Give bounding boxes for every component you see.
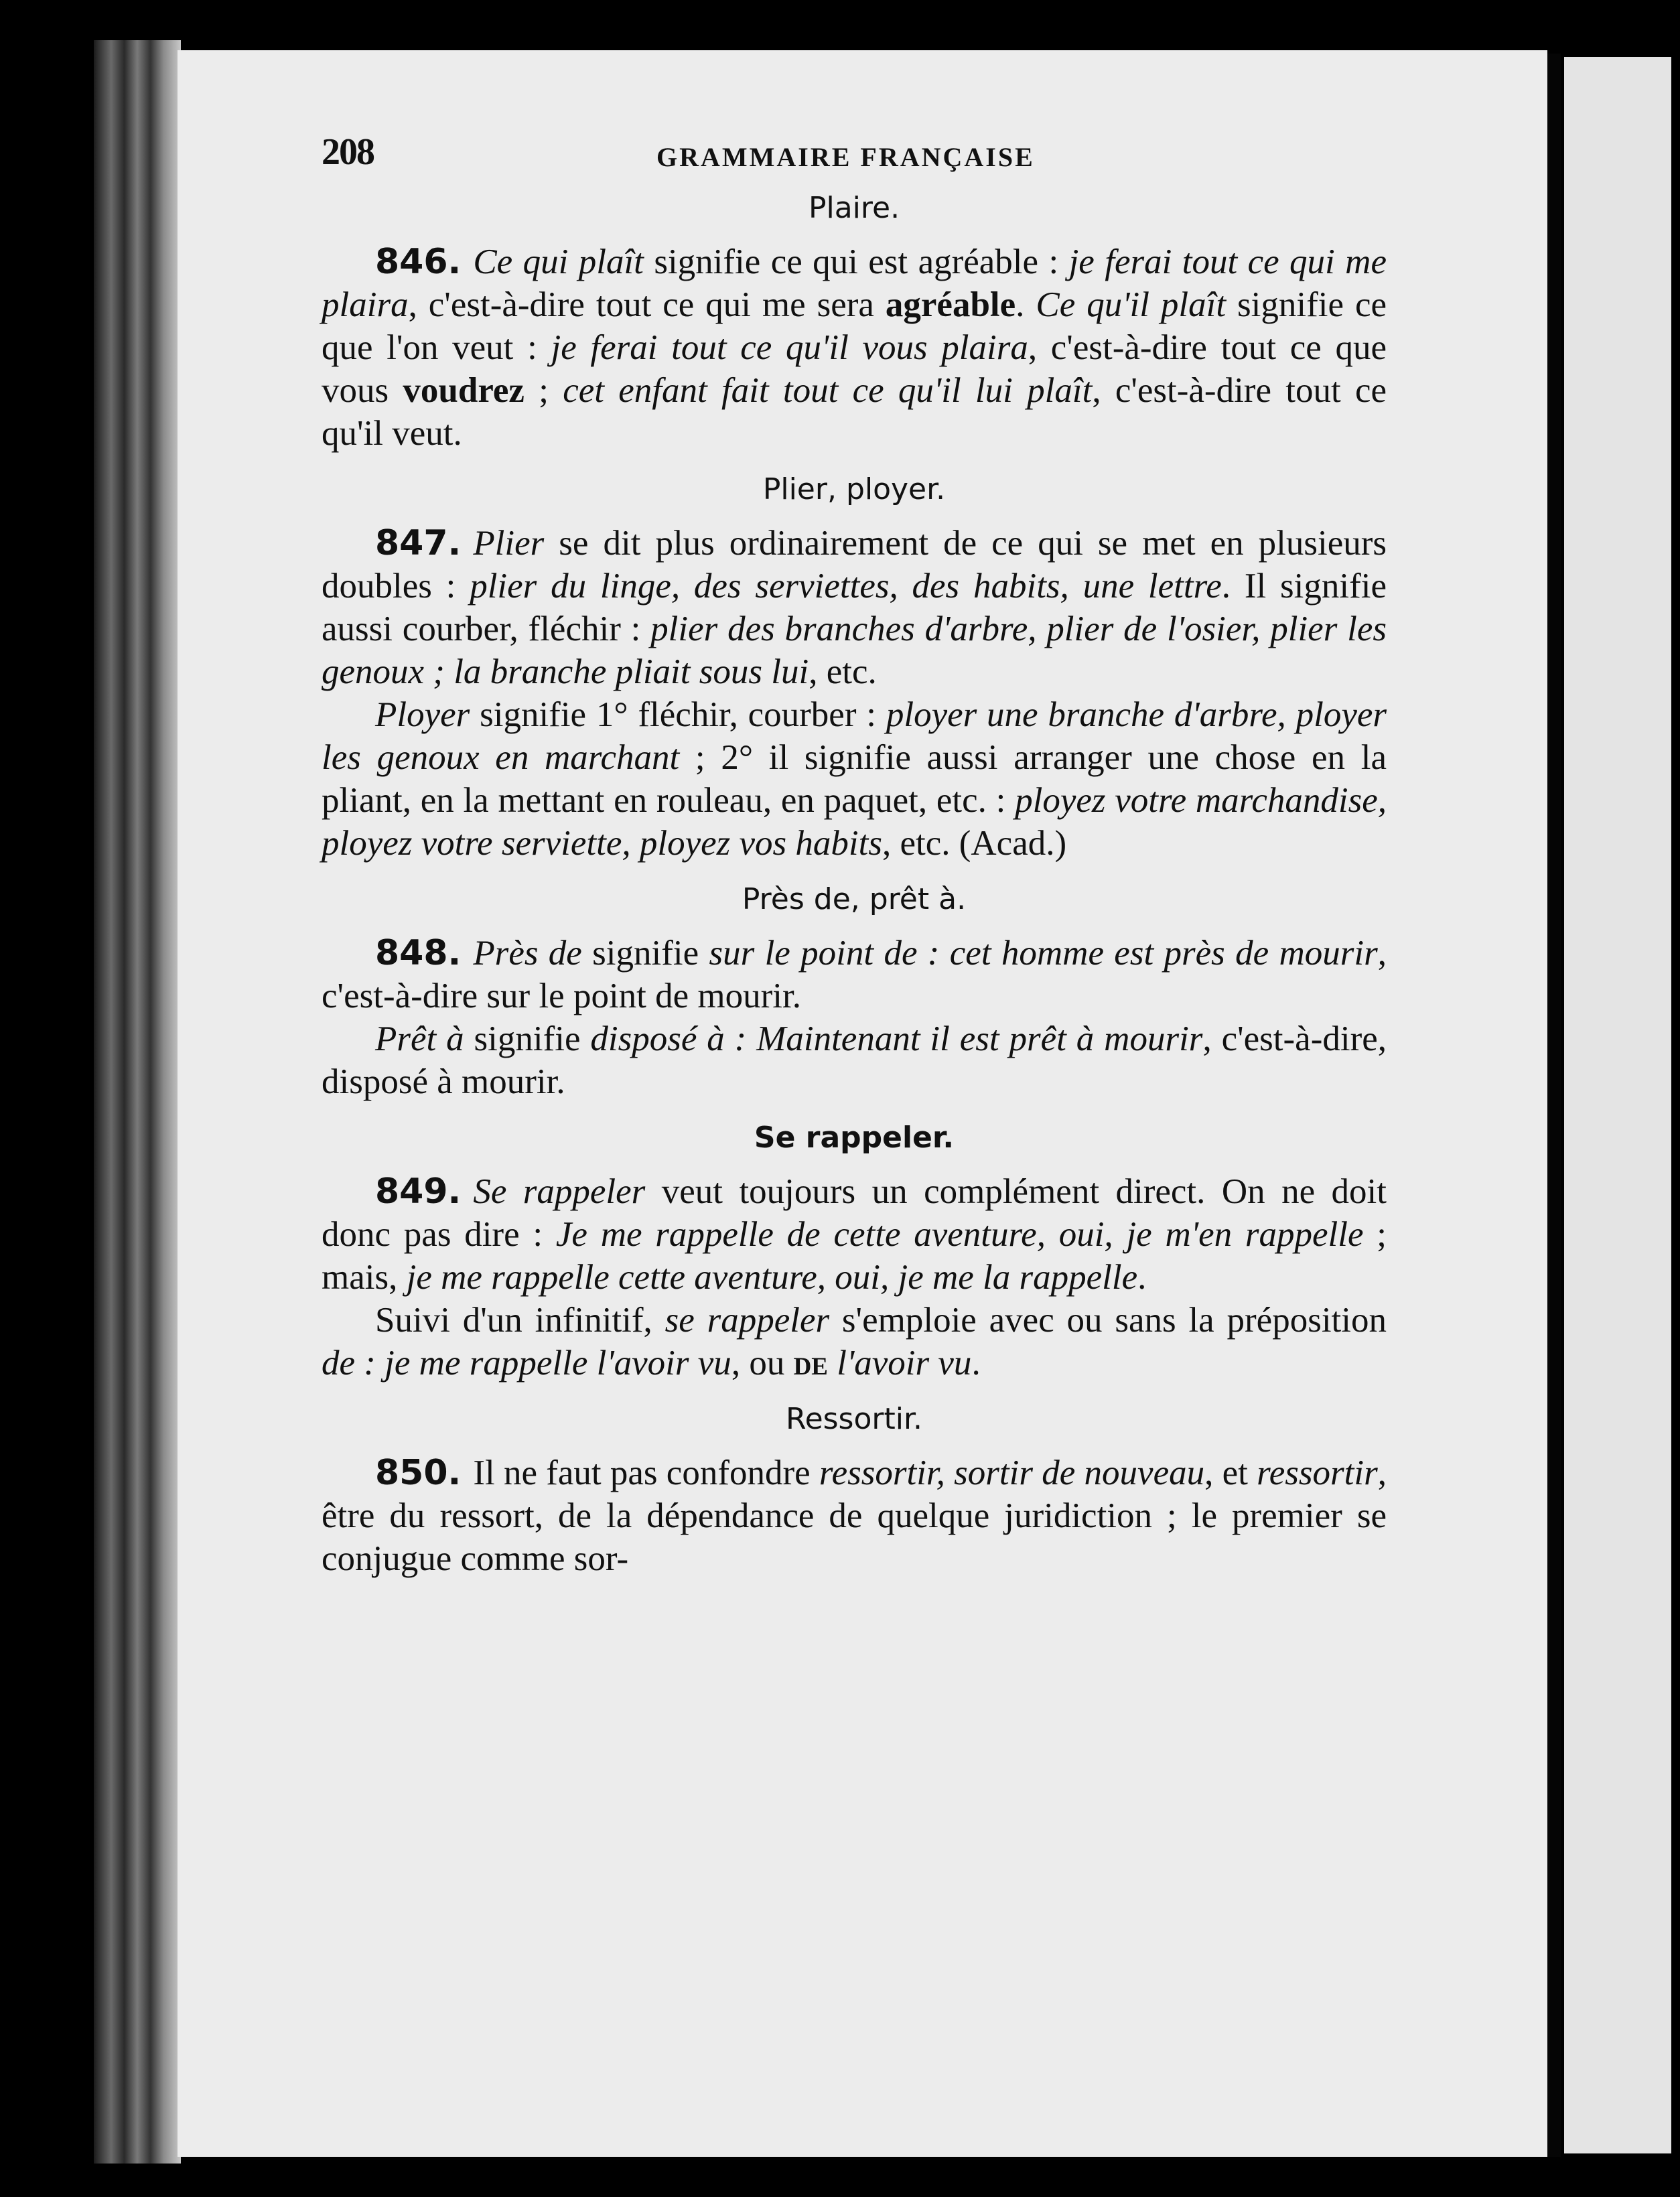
section-848 — [322, 879, 1387, 1103]
text: signifie ce qui est agréable : — [643, 242, 1069, 281]
text: , et — [1204, 1454, 1257, 1492]
text: ; — [524, 371, 563, 410]
text: , c'est-à-dire tout ce qu'il veut. — [322, 371, 1387, 453]
section-850 — [322, 1399, 1387, 1580]
text: Près de — [473, 934, 582, 973]
text: ressortir, sortir de nouveau — [819, 1454, 1205, 1492]
text: cet enfant fait tout ce qu'il lui plaît — [563, 371, 1093, 410]
paragraph-number: 846. — [375, 242, 462, 282]
text — [828, 1344, 837, 1383]
text: signifie — [581, 934, 709, 973]
page-header — [322, 131, 1387, 184]
text: ; mais, — [322, 1215, 1387, 1297]
section-heading: Plier, ployer. — [762, 472, 946, 506]
section-heading: Plaire. — [808, 191, 900, 225]
text: Ce qu'il plaît — [1036, 285, 1227, 324]
page-number: 208 — [322, 131, 374, 173]
section-heading: Ressortir. — [785, 1402, 923, 1436]
text: Plier — [473, 524, 545, 563]
paragraph — [322, 1451, 1387, 1580]
facing-page-edge — [1564, 57, 1671, 2153]
text: plier du linge, des serviettes, des habits, une lettre — [470, 567, 1222, 606]
paragraph-number: 849. — [375, 1172, 462, 1212]
text: . — [1016, 285, 1036, 324]
text: veut toujours un complément direct. On ne doit donc pas dire : — [322, 1172, 1387, 1254]
text: s'emploie avec ou sans la préposition — [829, 1301, 1387, 1340]
text: de — [793, 1344, 828, 1383]
text: , ou — [731, 1344, 794, 1383]
text: . — [971, 1344, 981, 1383]
text: , etc. (Acad.) — [882, 824, 1067, 863]
text: , c'est-à-dire sur le point de mourir. — [322, 934, 1387, 1015]
text: l'avoir vu — [837, 1344, 972, 1383]
section-849 — [322, 1118, 1387, 1385]
text: plier des branches d'arbre, plier de l'osier, plier les genoux ; la branche pliait sous lui — [322, 610, 1387, 691]
text: Se rappeler — [473, 1172, 646, 1211]
text: ressortir — [1257, 1454, 1378, 1492]
section-847 — [322, 470, 1387, 865]
text: , c'est-à-dire tout ce qui me sera — [408, 285, 886, 324]
text: de : je me rappelle l'avoir vu — [322, 1344, 731, 1383]
page-text — [322, 131, 1387, 1595]
paragraph — [322, 932, 1387, 1103]
text: , c'est-à-dire tout ce que vous — [322, 328, 1387, 410]
text: . Il signifie aussi courber, fléchir : — [322, 567, 1387, 648]
text: signifie ce que l'on veut : — [322, 285, 1387, 367]
paragraph-number: 850. — [375, 1453, 462, 1493]
text: Ce qui plaît — [473, 242, 644, 281]
text: Ployer — [375, 695, 470, 734]
text: voudrez — [403, 371, 524, 410]
text: Prêt à — [375, 1019, 464, 1058]
text: . — [1137, 1258, 1147, 1297]
text: je me rappelle cette aventure, oui, je me la rappelle — [406, 1258, 1138, 1297]
text: , c'est-à-dire, disposé à mourir. — [322, 1019, 1387, 1101]
paragraph — [322, 240, 1387, 455]
book-page-edges — [94, 40, 181, 2164]
text: , etc. — [809, 652, 877, 691]
text: ployer une branche d'arbre, ployer les genoux en marchant — [322, 695, 1387, 777]
text: Je me rappelle de cette aventure, oui, je m'en rappelle — [555, 1215, 1364, 1254]
paragraph — [322, 522, 1387, 865]
text: signifie 1° fléchir, courber : — [470, 695, 886, 734]
text: signifie — [464, 1019, 591, 1058]
text: Il ne faut pas confondre — [473, 1454, 819, 1492]
running-title: GRAMMAIRE FRANÇAISE — [656, 142, 1035, 172]
section-heading: Se rappeler. — [754, 1121, 955, 1155]
text: se rappeler — [664, 1301, 830, 1340]
paragraph — [322, 1170, 1387, 1385]
text: , être du ressort, de la dépendance de quelque juridiction ; le premier se conjugue comme sor- — [322, 1454, 1387, 1578]
text: Suivi d'un infinitif, — [375, 1301, 665, 1340]
text: je ferai tout ce qui me plaira — [322, 242, 1387, 324]
text: je ferai tout ce qu'il vous plaira — [551, 328, 1028, 367]
section-846 — [322, 188, 1387, 455]
text: ; 2° il signifie aussi arranger une chose en la pliant, en la mettant en rouleau, en paquet, etc. : — [322, 738, 1387, 820]
text: agréable — [885, 285, 1016, 324]
paragraph-number: 847. — [375, 523, 462, 563]
text: disposé à : Maintenant il est prêt à mourir — [590, 1019, 1203, 1058]
paragraph-number: 848. — [375, 933, 462, 973]
page-gutter — [1547, 54, 1561, 2157]
text: ployez votre marchandise, ployez votre serviette, ployez vos habits — [322, 781, 1387, 863]
text: se dit plus ordinairement de ce qui se met en plusieurs doubles : — [322, 524, 1387, 606]
text: sur le point de : cet homme est près de mourir — [709, 934, 1378, 973]
section-heading: Près de, prêt à. — [742, 882, 967, 916]
